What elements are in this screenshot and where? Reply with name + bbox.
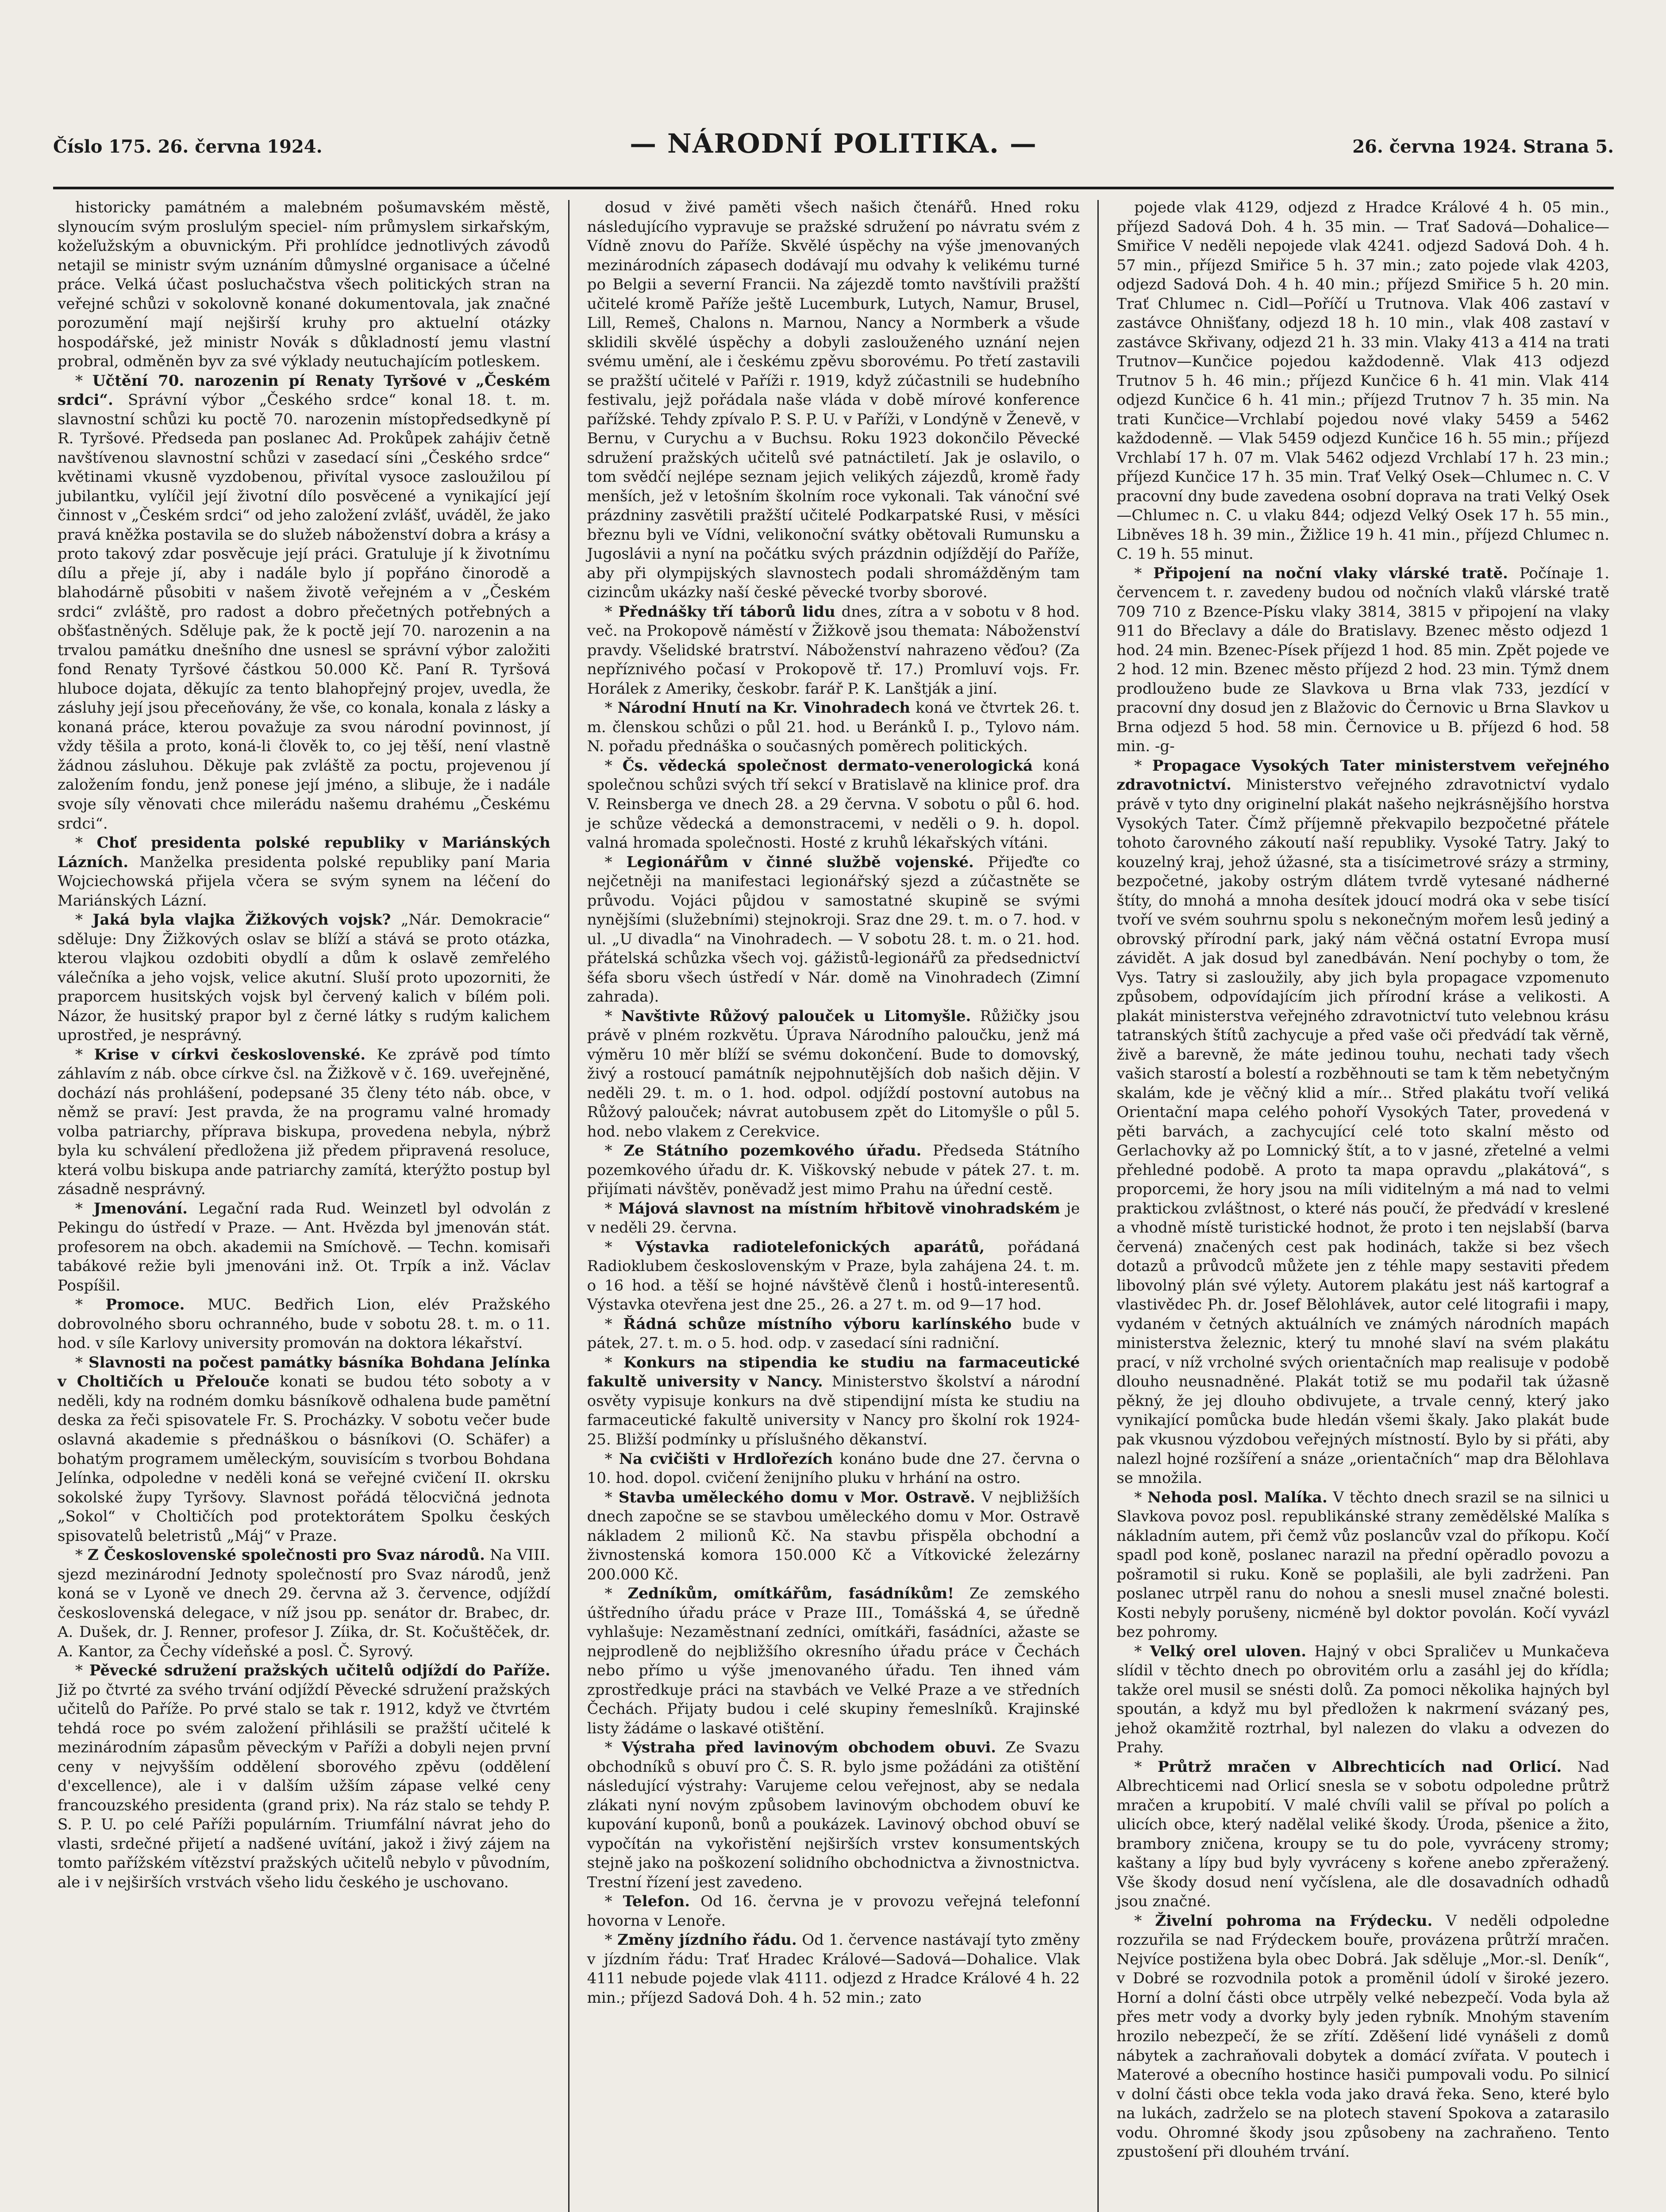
article-headline: Navštivte Růžový palouček u Litomyšle. [621, 1007, 971, 1025]
article-paragraph: * Krise v církvi československé. Ke zprávě pod tímto záhlavím z náb. obce církve čsl. na Žižkově v č. 169. uveřejněné, dochází nás prohlášení, podepsané 35 členy této náb. obce, v němž se praví: Jest pravda, že na programu valné hromady volba patriarchy, příprava biskupa, provedena nebyla, nýbrž byla ku schválení předložena již předem připravená resoluce, která volbu biskupa ande patriarchy zamítá, kterýžto postup byl zásadně nesprávný. [58, 1045, 550, 1198]
article-body: dosud v živé paměti všech našich čtenářů. Hned roku následujícího vypravuje se pražské sdružení po návratu svém z Vídně znovu do Paříže. Skvělé úspěchy na výše jmenovaných mezinárodních zápasech dodávají mu odvahy k velikému turné po Belgii a severní Francii. Na zájezdě tomto navštívili pražští učitelé kromě Paříže ještě Lucemburk, Lutych, Namur, Brusel, Lill, Remeš, Chalons n. Marnou, Nancy a Normberk a všude sklidili skvělé úspěchy a dobyli zaslouženého uznání nejen svému umění, ale i českému zpěvu sborovému. Po třetí zastavili se pražští učitelé v Paříži r. 1919, když zúčastnili se hudebního festivalu, jejž pořádala naše vláda v době mírové konference pařížské. Tehdy zpívalo P. S. P. U. v Paříži, v Londýně v Ženevě, v Bernu, v Curychu a v Buchsu. Roku 1923 dokončilo Pěvecké sdružení pražských učitelů své patnáctiletí. Jak je oslavilo, o tom svědčí nejlépe seznam jejich velikých zájezdů, kromě řady menších, jež v letošním školním roce vykonali. Tak vánoční své prázdniny zasvětili pražští učitelé Podkarpatské Rusi, v měsíci březnu byli ve Vídni, velikonoční svátky obětovali Rumunsku a Jugoslávii a nyní na počátku svých prázdnin odjíždějí do Paříže, aby při olympijských slavnostech podali shromážděným tam cizincům ukázky naší české pěvecké tvorby sborové. [587, 199, 1080, 602]
article-body: Nad Albrechticemi nad Orlicí snesla se v sobotu odpoledne průtrž mračen a krupobití. V malé chvíli valil se příval po polích a ulicích obce, který nadělal veliké škody. Úroda, pšenice a žito, brambory zničena, kroupy se tu do pole, vyvráceny stromy; kaštany a lípy bud byly vyvráceny s kořene anebo zpřeražený. Vše škody dosud není vyčíslena, ale dle dosavadních odhadů jsou značné. [1116, 1758, 1610, 1911]
article-body: Od 1. července nastávají tyto změny v jízdním řádu: Trať Hradec Králové—Sadová—Dohalice. Vlak 4111 nebude pojede vlak 4111. odjezd z Hradce Králové 4 h. 22 min.; příjezd Sadová Doh. 4 h. 52 min.; zato [587, 1931, 1080, 2007]
article-headline: Na cvičišti v Hrdlořezích [619, 1450, 833, 1468]
article-headline: Krise v církvi československé. [94, 1045, 366, 1064]
column-2 [583, 196, 1085, 2212]
article-headline: Promoce. [105, 1296, 185, 1314]
article-headline: Řádná schůze místního výboru karlínského [623, 1315, 1012, 1333]
article-columns [53, 196, 1614, 2212]
article-body: konati se budou této soboty a v neděli, kdy na rodném domku básníkově odhalena bude pamětní deska za řeči spisovatele Fr. S. Procházky. V sobotu večer bude oslavná akademie s přednáškou o básníkovi (O. Schäfer) a bohatým programem uměleckým, souvisícím s tvorbou Bohdana Jelínka, odpoledne v neděli koná se veřejné cvičení II. okrsku sokolské župy Tyršovy. Slavnost pořádá tělocvičná jednota „Sokol“ v Choltičích pod protektorátem Spolku českých spisovatelů beletristů „Máj“ v Praze. [58, 1373, 550, 1545]
article-paragraph: * Učtění 70. narozenin pí Renaty Tyršové v „Českém srdci“. Správní výbor „Českého srdce“ konal 18. t. m. slavnostní schůzi ku poctě 70. narozenin místopředsedkyně pí R. Tyršové. Předseda pan poslanec Ad. Prokůpek zahájiv četně navštívenou slavnostní schůzi v zasedací síni „Českého srdce“ květinami vkusně vyzdobenou, přivítal vysoce zasloužilou pí jubilantku, vylíčil její životní dílo posvěcené a vynikající její činnost v „Českém srdci“ od jeho založení zvlášť, uváděl, že jako pravá kněžka postavila se do služeb náboženství dobra a krásy a proto takový zdar posvěcuje její práci. Gratuluje jí k životnímu dílu a přeje jí, aby i nadále bylo jí popřáno činorodě a blahodárně působiti v našem životě veřejném a v „Českém srdci“ zvláště, pro radost a dobro přečetných potřebných a obšťastněných. Sděluje pak, že k poctě její 70. narozenin a na trvalou památku dnešního dne usnesl se správní výbor založiti fond Renaty Tyršové částkou 50.000 Kč. Paní R. Tyršová hluboce dojata, děkujíc za tento blahopřejný projev, uvedla, že zásluhy její jsou přeceňovány, že vše, co konala, konala z lásky a konaná práce, kterou považuje za svou národní povinnost, jí vždy těšila a proto, koná-li člověk to, co jej těší, není vlastně žádnou zásluhou. Děkuje pak zvláště za poctu, projevenou jí založením fondu, jenž ponese její jméno, a slibuje, že i nadále svoje síly věnovati chce milerádu našemu drahému „Českému srdci“. [58, 372, 550, 833]
article-paragraph: * Nehoda posl. Malíka. V těchto dnech srazil se na silnici u Slavkova povoz posl. republikánské strany zemědělské Malíka s nákladním autem, při čemž vůz poslancův vzal do příkopu. Kočí spadl pod koně, poslanec narazil na přední opěradlo povozu a pošramotil si ruku. Koně se poplašili, ale byli zadrženi. Pan poslanec utrpěl ranu do nohou a snesli musel značné bolesti. Kosti nebyly porušeny, nicméně byl doktor povolán. Kočí vyvázl bez pohromy. [1116, 1488, 1610, 1641]
page-header [53, 27, 1614, 181]
article-paragraph: * Ze Státního pozemkového úřadu. Předseda Státního pozemkového úřadu dr. K. Viškovský nebude v pátek 27. t. m. přijímati návštěv, poněvadž jest mimo Prahu na úřední cestě. [587, 1142, 1080, 1198]
article-headline: Jaká byla vlajka Žižkových vojsk? [92, 911, 391, 929]
article-headline: Průtrž mračen v Albrechticích nad Orlicí. [1158, 1758, 1562, 1776]
article-body: Ministerstvo školství a národní osvěty vypisuje konkurs na dvě stipendijní místa ke studiu na farmaceutické fakultě university v Nancy pro školní rok 1924-25. Bližší podmínky u příslušného děkanství. [587, 1373, 1080, 1448]
article-paragraph: * Promoce. MUC. Bedřich Lion, elév Pražského dobrovolného sboru ochranného, bude v sobotu 28. t. m. o 11. hod. v síle Karlovy university promován na doktora lékařství. [58, 1296, 550, 1352]
article-paragraph: * Legionářům v činné službě vojenské. Přijeďte co nejčetněji na manifestaci legionářský sjezd a zúčastněte se průvodu. Vojáci půjdou v samostatné skupině se svými nynějšími (služebními) stejnokroji. Sraz dne 29. t. m. o 7. hod. v ul. „U divadla“ na Vinohradech. — V sobotu 28. t. m. o 21. hod. přátelská schůzka všech voj. gážistů-legionářů za předsednictví šéfa sboru všech ústředí v Nár. domě na Vinohradech (Zimní zahrada). [587, 853, 1080, 1006]
article-headline: Z Československé společnosti pro Svaz národů. [88, 1546, 485, 1564]
article-body: pojede vlak 4129, odjezd z Hradce Králové 4 h. 05 min., příjezd Sadová Doh. 4 h. 35 min. — Trať Sadová—Dohalice—Smiřice V neděli nepojede vlak 4241. odjezd Sadová Doh. 4 h. 57 min., příjezd Smiřice 5 h. 37 min.; zato pojede vlak 4203, odjezd Sadová Doh. 4 h. 40 min.; příjezd Smiřice 5 h. 20 min. Trať Chlumec n. Cidl—Poříčí u Trutnova. Vlak 406 zastaví v zastávce Ohnišťany, odjezd 18 h. 10 min., vlak 408 zastaví v zastávce Skřivany, odjezd 21 h. 33 min. Vlaky 413 a 414 na trati Trutnov—Kunčice pojedou každodenně. Vlak 413 odjezd Trutnov 5 h. 46 min.; příjezd Kunčice 6 h. 41 min. Vlak 414 odjezd Kunčice 6 h. 41 min.; příjezd Trutnov 7 h. 35 min. Na trati Kunčice—Vrchlabí pojedou nové vlaky 5459 a 5462 každodenně. — Vlak 5459 odjezd Kunčice 16 h. 55 min.; příjezd Vrchlabí 17 h. 07 m. Vlak 5462 odjezd Vrchlabí 17 h. 23 min.; příjezd Kunčice 17 h. 35 min. Trať Velký Osek—Chlumec n. C. V pracovní dny bude zavedena osobní doprava na trati Velký Osek—Chlumec n. C. u vlaku 844; odjezd Velký Osek 17 h. 55 min., Libněves 18 h. 39 min., Žižlice 19 h. 41 min., příjezd Chlumec n. C. 19 h. 55 minut. [1116, 199, 1610, 563]
article-paragraph: * Slavnosti na počest památky básníka Bohdana Jelínka v Choltičích u Přelouče konati se budou této soboty a v neděli, kdy na rodném domku básníkově odhalena bude pamětní deska za řeči spisovatele Fr. S. Procházky. V sobotu večer bude oslavná akademie s přednáškou o básníkovi (O. Schäfer) a bohatým programem uměleckým, souvisícím s tvorbou Bohdana Jelínka, odpoledne v neděli koná se veřejné cvičení II. okrsku sokolské župy Tyršovy. Slavnost pořádá tělocvičná jednota „Sokol“ v Choltičích pod protektorátem Spolku českých spisovatelů beletristů „Máj“ v Praze. [58, 1353, 550, 1545]
article-headline: Májová slavnost na místním hřbitově vinohradském [618, 1199, 1060, 1217]
article-headline: Ze Státního pozemkového úřadu. [623, 1142, 922, 1160]
article-paragraph: * Připojení na noční vlaky vlárské tratě. Počínaje 1. červencem t. r. zavedeny budou od nočních vlaků vlárské tratě 709 710 z Bzence-Písku vlaky 3814, 3815 v připojení na vlaky 911 do Břeclavy a dále do Bratislavy. Bzenec město odjezd 1 hod. 24 min. Bzenec-Písek příjezd 1 hod. 85 min. Zpět pojede ve 2 hod. 12 min. Bzenec město příjezd 2 hod. 23 min. Týmž dnem prodlouženo bude ze Slavkova u Brna vlak 733, jezdící v pracovní dny dosud jen z Blažovic do Černovic u Brna Slavkov u Brna odjezd 5 hod. 58 min. Černovice u B. příjezd 6 hod. 58 min. -g- [1116, 564, 1610, 756]
date-page-info: 26. června 1924. Strana 5. [1352, 136, 1614, 157]
article-paragraph: * Navštivte Růžový palouček u Litomyšle. Růžičky jsou právě v plném rozkvětu. Úprava Národního paloučku, jenž má výměru 10 měr blíží se svému dokončení. Bude to domovský, živý a rostoucí památník nejpohnutějších dob našich dějin. V neděli 29. t. m. o 1. hod. odpol. odjíždí postovní autobus na Růžový palouček; návrat autobusem zpět do Litomyšle o půl 5. hod. nebo vlakem z Cerekvice. [587, 1007, 1080, 1141]
article-headline: Nehoda posl. Malíka. [1147, 1488, 1327, 1506]
article-body: Hajný v obci Spraličev u Munkačeva slídil v těchto dnech po obrovitém orlu a zasáhl jej do křídla; takže orel musil se snésti dolů. Za pomoci několika hajných byl spoután, a když mu byl předložen k nakrmení svázaný pes, jehož okamžitě roztrhal, byl nalezen do vlaku a odvezen do Prahy. [1116, 1642, 1610, 1757]
article-paragraph: * Živelní pohroma na Frýdecku. V neděli odpoledne rozzuřila se nad Frýdeckem bouře, provázena průtrží mračen. Nejvíce postižena byla obec Dobrá. Jak sděluje „Mor.-sl. Deník“, v Dobré se rozvodnila potok a proměnil údolí v široké jezero. Horní a dolní části obce utrpěly velké nebezpečí. Voda byla až přes metr vody a dvorky byly jeden rybník. Mnohým stavením hrozilo nebezpečí, že se zřítí. Zděšení lidé vynášeli z domů nábytek a zachraňovali dobytek a domácí zvířata. V poutech i Materové a obecního hostince hasiči pumpovali vodu. Po silnicí v dolní části obce tekla voda jako dravá řeka. Seno, které bylo na lukách, zadrželo se na plotech stavení Spokova a zatarasilo vodu. Ohromné škody jsou způsobeny na zachraňeno. Tento zpustošení při dlouhém trvání. [1116, 1912, 1610, 2161]
article-paragraph: * Choť presidenta polské republiky v Mariánských Lázních. Manželka presidenta polské republiky paní Maria Wojciechowská přijela včera se svým synem na léčení do Mariánských Lázní. [58, 834, 550, 910]
article-headline: Výstavka radiotelefonických aparátů, [635, 1238, 985, 1256]
article-headline: Přednášky tří táborů lidu [618, 603, 835, 621]
article-headline: Připojení na noční vlaky vlárské tratě. [1153, 564, 1508, 582]
article-paragraph [1116, 198, 1609, 564]
article-body: „Nár. Demokracie“ sděluje: Dny Žižkových oslav se blíží a stává se proto otázka, kterou vlajkou ozdobiti obydlí a dům k oslavě zemřelého válečníka a jeho vojsk, velice akutní. Sluší proto upozorniti, že praporcem husitských vojsk byl červený kalich v bílém poli. Názor, že husitský prapor byl z černé látky s rudým kalichem uprostřed, je nesprávný. [58, 911, 550, 1045]
article-paragraph: * Telefon. Od 16. června je v provozu veřejná telefonní hovorna v Lenoře. [587, 1893, 1080, 1930]
article-body: Správní výbor „Českého srdce“ konal 18. t. m. slavnostní schůzi ku poctě 70. narozenin místopředsedkyně pí R. Tyršové. Předseda pan poslanec Ad. Prokůpek zahájiv četně navštívenou slavnostní schůzi v zasedací síni „Českého srdce“ květinami vkusně vyzdobenou, přivítal vysoce zasloužilou pí jubilantku, vylíčil její životní dílo posvěcené a vynikající její činnost v „Českém srdci“ od jeho založení zvlášť, uváděl, že jako pravá kněžka postavila se do služeb náboženství dobra a krásy a proto takový zdar posvěcuje její práci. Gratuluje jí k životnímu dílu a přeje jí, aby i nadále bylo jí popřáno činorodě a blahodárně působiti v našem životě veřejném a v „Českém srdci“ zvláště, pro radost a dobro přečetných potřebných a obšťastněných. Sděluje pak, že k poctě její 70. narozenin a na trvalou památku dnešního dne usnesl se správní výbor založiti fond Renaty Tyršové částkou 50.000 Kč. Paní R. Tyršová hluboce dojata, děkujíc za tento blahopřejný projev, uvedla, že zásluhy její jsou přeceňovány, že vše, co konala, konala z lásky a konaná práce, kterou považuje za svou národní povinnost, jí vždy těšila a proto, koná-li člověk to, co jej těší, není vlastně žádnou zásluhou. Děkuje pak zvláště za poctu, projevenou jí založením fondu, jenž ponese její jméno, a slibuje, že i nadále svoje síly věnovati chce milerádu našemu drahému „Českému srdci“. [58, 391, 550, 833]
article-paragraph: * Výstavka radiotelefonických aparátů, pořádaná Radioklubem československým v Praze, byla zahájena 24. t. m. o 16 hod. a těší se hojné návštěvě členů i hostů-interesentů. Výstavka otevřena jest dne 25., 26. a 27 t. m. od 9—17 hod. [587, 1238, 1080, 1314]
article-body: Předseda Státního pozemkového úřadu dr. K. Viškovský nebude v pátek 27. t. m. přijímati návštěv, poněvadž jest mimo Prahu na úřední cestě. [587, 1142, 1080, 1198]
article-paragraph: * Řádná schůze místního výboru karlínského bude v pátek, 27. t. m. o 5. hod. odp. v zasedací síni radniční. [587, 1315, 1080, 1352]
article-paragraph: * Velký orel uloven. Hajný v obci Spraličev u Munkačeva slídil v těchto dnech po obrovitém orlu a zasáhl jej do křídla; takže orel musil se snésti dolů. Za pomoci několika hajných byl spoután, a když mu byl předložen k nakrmení svázaný pes, jehož okamžitě roztrhal, byl nalezen do vlaku a odvezen do Prahy. [1116, 1642, 1610, 1757]
article-paragraph: * Čs. vědecká společnost dermato-venerologická koná společnou schůzi svých tří sekcí v Bratislavě na klinice prof. dra V. Reinsberga ve dnech 28. a 29 června. V sobotu o půl 6. hod. je schůze vědecká a demonstracemi, v neděli o 9. h. dopol. valná hromada společnosti. Hosté z kruhů lékařských vítáni. [587, 757, 1080, 852]
article-paragraph [58, 198, 550, 372]
article-headline: Učtění 70. narozenin pí Renaty Tyršové v „Českém srdci“. [58, 372, 550, 409]
article-headline: Propagace Vysokých Tater ministerstvem veřejného zdravotnictví. [1116, 757, 1610, 794]
article-headline: Stavba uměleckého domu v Mor. Ostravě. [618, 1488, 975, 1506]
masthead-title: — NÁRODNÍ POLITIKA. — [630, 128, 1037, 159]
article-body: bude v pátek, 27. t. m. o 5. hod. odp. v zasedací síni radniční. [587, 1315, 1080, 1352]
article-body: koná ve čtvrtek 26. t. m. členskou schůzi o půl 21. hod. u Beránků I. p., Tylovo nám. N. pořadu přednáška o současných poměrech politických. [587, 699, 1080, 756]
article-headline: Výstraha před lavinovým obchodem obuvi. [622, 1739, 996, 1757]
article-headline: Pěvecké sdružení pražských učitelů odjíždí do Paříže. [89, 1662, 550, 1680]
article-headline: Národní Hnutí na Kr. Vinohradech [617, 699, 911, 717]
article-body: MUC. Bedřich Lion, elév Pražského dobrovolného sboru ochranného, bude v sobotu 28. t. m. o 11. hod. v síle Karlovy university promován na doktora lékařství. [58, 1296, 550, 1352]
column-1 [53, 196, 555, 2212]
article-headline: Konkurs na stipendia ke studiu na farmaceutické fakultě university v Nancy. [587, 1353, 1080, 1391]
article-paragraph: * Konkurs na stipendia ke studiu na farmaceutické fakultě university v Nancy. Ministerstvo školství a národní osvěty vypisuje konkurs na dvě stipendijní místa ke studiu na farmaceutické fakultě university v Nancy pro školní rok 1924-25. Bližší podmínky u příslušného děkanství. [587, 1353, 1080, 1448]
article-paragraph: * Změny jízdního řádu. Od 1. července nastávají tyto změny v jízdním řádu: Trať Hradec Králové—Sadová—Dohalice. Vlak 4111 nebude pojede vlak 4111. odjezd z Hradce Králové 4 h. 22 min.; příjezd Sadová Doh. 4 h. 52 min.; zato [587, 1931, 1080, 2007]
article-body: V neděli odpoledne rozzuřila se nad Frýdeckem bouře, provázena průtrží mračen. Nejvíce postižena byla obec Dobrá. Jak sděluje „Mor.-sl. Deník“, v Dobré se rozvodnila potok a proměnil údolí v široké jezero. Horní a dolní části obce utrpěly velké nebezpečí. Voda byla až přes metr vody a dvorky byly jeden rybník. Mnohým stavením hrozilo nebezpečí, že se zřítí. Zděšení lidé vynášeli z domů nábytek a zachraňovali dobytek a domácí zvířata. V poutech i Materové a obecního hostince hasiči pumpovali vodu. Po silnicí v dolní části obce tekla voda jako dravá řeka. Seno, které bylo na lukách, zadrželo se na plotech stavení Spokova a zatarasilo vodu. Ohromné škody jsou způsobeny na zachraňeno. Tento zpustošení při dlouhém trvání. [1116, 1912, 1610, 2161]
article-headline: Zedníkům, omítkářům, fasádníkům! [627, 1585, 954, 1603]
article-body: V nejbližších dnech započne se se stavbou uměleckého domu v Mor. Ostravě nákladem 2 milionů Kč. Na stavbu přispěla obchodní a živnostenská komora 150.000 Kč a Vítkovické železárny 200.000 Kč. [587, 1488, 1080, 1583]
article-headline: Telefon. [623, 1893, 690, 1911]
article-body: pořádaná Radioklubem československým v Praze, byla zahájena 24. t. m. o 16 hod. a těší se hojné návštěvě členů i hostů-interesentů. Výstavka otevřena jest dne 25., 26. a 27 t. m. od 9—17 hod. [587, 1238, 1080, 1314]
article-headline: Velký orel uloven. [1150, 1642, 1307, 1660]
article-body: Již po čtvrté za svého trvání odjíždí Pěvecké sdružení pražských učitelů do Paříže. Po prvé stalo se tak r. 1912, když ve čtvrtém tehdá roce po svém založení přihlásili se pražští učitelé k mezinárodním zápasům pěveckým v Paříži a dobyli nejen první ceny v nejvyšším oddělení sborového zpěvu (oddělení d'excellence), ale i v dalším užším zápase velké ceny francouzského presidenta (grand prix). Na ráz stalo se tehdy P. S. P. U. po celé Paříži populárním. Triumfální návrat jeho do vlasti, srdečné přijetí a nadšené uvítání, jakož i živý zájem na tomto pařížském vítězství pražských učitelů nebylo v původním, ale i v nejširších vrstvách všeho lidu českého je uschovano. [58, 1681, 550, 1891]
article-paragraph: * Májová slavnost na místním hřbitově vinohradském je v neděli 29. června. [587, 1199, 1080, 1237]
article-paragraph: * Stavba uměleckého domu v Mor. Ostravě. V nejbližších dnech započne se se stavbou uměleckého domu v Mor. Ostravě nákladem 2 milionů Kč. Na stavbu přispěla obchodní a živnostenská komora 150.000 Kč a Vítkovické železárny 200.000 Kč. [587, 1488, 1080, 1583]
article-paragraph: * Jaká byla vlajka Žižkových vojsk? „Nár. Demokracie“ sděluje: Dny Žižkových oslav se blíží a stává se proto otázka, kterou vlajkou ozdobiti obydlí a dům k oslavě zemřelého válečníka a jeho vojsk, velice akutní. Sluší proto upozorniti, že praporcem husitských vojsk byl červený kalich v bílém poli. Názor, že husitský prapor byl z černé látky s rudým kalichem uprostřed, je nesprávný. [58, 911, 550, 1045]
article-headline: Jmenování. [93, 1199, 188, 1217]
article-body: Ke zprávě pod tímto záhlavím z náb. obce církve čsl. na Žižkově v č. 169. uveřejněné, dochází nás prohlášení, podepsané 35 členy této náb. obce, v němž se praví: Jest pravda, že na programu valné hromady volba patriarchy, příprava biskupa, provedena nebyla, nýbrž byla ku schválení předložena již předem připravená resoluce, která volbu biskupa ande patriarchy zamítá, kterýžto postup byl zásadně nesprávný. [58, 1045, 550, 1198]
article-body: Na VIII. sjezd mezinárodní Jednoty společností pro Svaz národů, jenž koná se v Lyoně ve dnech 29. června až 3. července, odjíždí československá delegace, v níž jsou pp. senátor dr. Brabec, dr. A. Dušek, dr. J. Renner, profesor J. Zíika, dr. St. Kočuštěček, dr. A. Kantor, za Čechy vídeňské a posl. Č. Syrový. [58, 1546, 550, 1660]
article-body: Legační rada Rud. Weinzetl byl odvolán z Pekingu do ústředí v Praze. — Ant. Hvězda byl jmenován stát. profesorem na obch. akademii na Smíchově. — Techn. komisaři tabákové režie byli jmenováni inž. Ot. Trpík a inž. Václav Pospíšil. [58, 1199, 550, 1294]
article-body: Ze zemského úštředního úřadu práce v Praze III., Tomášská 4, se úředně vyhlašuje: Nezaměstnaní zedníci, omítkáři, fasádníci, ažaste se nejprodleně do nejbližšího okresního úřadu práce v Čechách nebo přímo u výše jmenovaného úřadu. Ten ihned vám zprostředkuje práci na stavbách ve Velké Praze a ve středních Čechách. Přijaty budou i celé skupiny řemeslníků. Krajinské listy žádáme o laskavé otištění. [587, 1585, 1080, 1737]
article-body: Ministerstvo veřejného zdravotnictví vydalo právě v tyto dny originelní plakát našeho nejkrásnějšího horstva Vysokých Tater. Čímž příjemně překvapilo bezpočetné přátele tohoto čarovného zákoutí naší republiky. Vysoké Tatry. Jaký to kouzelný kraj, jehož úžasné, sta a tisícimetrové srázy a strminy, bezpočetné, jakoby ostrým dlátem tvrdě vytesané nádherné štíty, do mnohá a mnoha desítek jdoucí modrá oka v sebe tisící tvoří ve svém souhrnu spolu s nekonečným mořem lesů jediný a obrovský přírodní park, jaký nám věčná ostatní Evropa musí závidět. A jak dosud byl zanedbáván. Není pochyby o tom, že Vys. Tatry si zasloužily, aby jich byla propagace vzpomenuto způsobem, odpovídajícím jich přírodní kráse a velikosti. A plakát ministerstva veřejného zdravotnictví tuto velebnou krásu tatranských štítů zachycuje a před vaše oči předvádí tak věrně, živě a barevně, že máte jedinou touhu, nechati tady všech vašich starostí a bolestí a rozběhnouti se tam k těm nebetyčným skalám, kde je věčný klid a mír... Střed plakátu tvoří veliká Orientační mapa celého pohoří Vysokých Tater, provedená v pěti barvách, a zachycující celé toto skalní město od Gerlachovky až po Lomnický štít, a to v jasné, zřetelné a velmi přehledné podobě. A proto ta mapa opravdu „plakátová“, s proporcemi, že hory jsou na míli viditelným a má nad to velmi praktickou zvláštnost, o které nás poučí, že předvádí v kreslené a vhodně místě turistické hodnot, že proto i ten nejslabší (barva červená) značených cest pak hodinách, takže si bez všech dotazů a průvodců můžete jen z téhle mapy sestaviti předem libovolný plán své výlety. Autorem plakátu jest náš kartograf a vlastivědec Ph. dr. Josef Bělohlávek, autor celé litografii i mapy, vydaném v četných aktuálních ve známých národních mapách ministerstva železnic, který tu mnohé slaví na svém plakátu prací, v níž vrcholné svých orientačních map realisuje v podobě dlouho neusnadněné. Plakát totiž se mu podařil tak úžasně pěkný, že jej dlouho obdivujete, a trvale cenný, který jako vynikající pomůcka bude hledán všemi škaly. Jako plakát bude pak vkusnou výzdobou veřejných místností. Bylo by si přáti, aby nalezl hojné rozšíření a snáze „orientačních“ map dra Bělohlava se množila. [1116, 776, 1610, 1487]
article-body: V těchto dnech srazil se na silnici u Slavkova povoz posl. republikánské strany zemědělské Malíka s nákladním autem, při čemž vůz poslancův vzal do příkopu. Kočí spadl pod koně, poslanec narazil na přední opěradlo povozu a pošramotil si ruku. Koně se poplašili, ale byli zadrženi. Pan poslanec utrpěl ranu do nohou a snesli musel značné bolesti. Kosti nebyly porušeny, nicméně byl doktor povolán. Kočí vyvázl bez pohromy. [1116, 1488, 1610, 1641]
article-body: historicky památném a malebném pošumavském městě, slynoucím svým proslulým speciel- ním průmyslem sirkařským, kožeľužským a obuvnickým. Při prohlídce jednotlivých závodů netajil se ministr svým uznáním důmyslné organisace a účelné práce. Velká účast posluchačstva všech politických stran na veřejné schůzi v sokolovně konané dokumentovala, jak značné porozumění mají nejširší kruhy pro aktuelní otázky hospodářské, jež ministr Novák s důkladností jemu vlastní probral, odměněn byv za své výklady neutuchajícím potleskem. [58, 199, 550, 371]
article-headline: Slavnosti na počest památky básníka Bohdana Jelínka v Choltičích u Přelouče [58, 1353, 550, 1391]
article-headline: Čs. vědecká společnost dermato-venerologická [622, 757, 1033, 775]
article-body: Od 16. června je v provozu veřejná telefonní hovorna v Lenoře. [587, 1893, 1080, 1930]
article-body: Růžičky jsou právě v plném rozkvětu. Úprava Národního paloučku, jenž má výměru 10 měr blíží se svému dokončení. Bude to domovský, živý a rostoucí památník nejpohnutějších dob našich dějin. V neděli 29. t. m. o 1. hod. odpol. odjíždí postovní autobus na Růžový palouček; návrat autobusem zpět do Litomyšle o půl 5. hod. nebo vlakem z Cerekvice. [587, 1007, 1080, 1141]
article-body: Manželka presidenta polské republiky paní Maria Wojciechowská přijela včera se svým synem na léčení do Mariánských Lázní. [58, 853, 550, 910]
article-paragraph: * Z Československé společnosti pro Svaz národů. Na VIII. sjezd mezinárodní Jednoty společností pro Svaz národů, jenž koná se v Lyoně ve dnech 29. června až 3. července, odjíždí československá delegace, v níž jsou pp. senátor dr. Brabec, dr. A. Dušek, dr. J. Renner, profesor J. Zíika, dr. St. Kočuštěček, dr. A. Kantor, za Čechy vídeňské a posl. Č. Syrový. [58, 1546, 550, 1660]
article-paragraph: * Výstraha před lavinovým obchodem obuvi. Ze Svazu obchodníků s obuví pro Č. S. R. bylo jsme požádáni za otištění následující výstrahy: Varujeme celou veřejnost, aby se nedala zlákati nyní novým způsobem lavinovým obchodem obuví ke kupování kuponů, bonů a poukázek. Lavinový obchod obuví se vypočítán na vykořistění nejširších vrstev konsumentských stejně jako na poškození solidního obchodnictva a živnostnictva. Trestní řízení jest zavedeno. [587, 1739, 1080, 1891]
column-divider [568, 200, 569, 2212]
article-paragraph: * Přednášky tří táborů lidu dnes, zítra a v sobotu v 8 hod. več. na Prokopově náměstí v Žižkově jsou themata: Náboženství pravdy. Všelidské bratrství. Náboženství nahrazeno věďou? (Za nepříznivého počasí v Prokopově tř. 17.) Promluví vojs. Fr. Horálek z Ameriky, českobr. farář P. K. Lanštják a jiní. [587, 603, 1080, 698]
column-divider [1097, 200, 1099, 2212]
article-paragraph: * Na cvičišti v Hrdlořezích konáno bude dne 27. června o 10. hod. dopol. cvičení ženijního pluku v hrhání na ostro. [587, 1450, 1080, 1487]
article-paragraph [587, 198, 1080, 603]
article-paragraph: * Národní Hnutí na Kr. Vinohradech koná ve čtvrtek 26. t. m. členskou schůzi o půl 21. hod. u Beránků I. p., Tylovo nám. N. pořadu přednáška o současných poměrech politických. [587, 699, 1080, 756]
issue-info: Číslo 175. 26. června 1924. [53, 136, 323, 157]
article-body: je v neděli 29. června. [587, 1199, 1080, 1237]
article-headline: Choť presidenta polské republiky v Mariánských Lázních. [58, 834, 550, 871]
article-body: Přijeďte co nejčetněji na manifestaci legionářský sjezd a zúčastněte se průvodu. Vojáci půjdou v samostatné skupině se svými nynějšími (služebními) stejnokroji. Sraz dne 29. t. m. o 7. hod. v ul. „U divadla“ na Vinohradech. — V sobotu 28. t. m. o 21. hod. přátelská schůzka všech voj. gážistů-legionářů za předsednictví šéfa sboru všech ústředí v Nár. domě na Vinohradech (Zimní zahrada). [587, 853, 1080, 1006]
article-paragraph: * Jmenování. Legační rada Rud. Weinzetl byl odvolán z Pekingu do ústředí v Praze. — Ant. Hvězda byl jmenován stát. profesorem na obch. akademii na Smíchově. — Techn. komisaři tabákové režie byli jmenováni inž. Ot. Trpík a inž. Václav Pospíšil. [58, 1199, 550, 1294]
article-body: Ze Svazu obchodníků s obuví pro Č. S. R. bylo jsme požádáni za otištění následující výstrahy: Varujeme celou veřejnost, aby se nedala zlákati nyní novým způsobem lavinovým obchodem obuví ke kupování kuponů, bonů a poukázek. Lavinový obchod obuví se vypočítán na vykořistění nejširších vrstev konsumentských stejně jako na poškození solidního obchodnictva a živnostnictva. Trestní řízení jest zavedeno. [587, 1739, 1080, 1891]
article-headline: Živelní pohroma na Frýdecku. [1155, 1912, 1433, 1930]
header-rule [53, 187, 1614, 189]
article-body: dnes, zítra a v sobotu v 8 hod. več. na Prokopově náměstí v Žižkově jsou themata: Náboženství pravdy. Všelidské bratrství. Náboženství nahrazeno věďou? (Za nepříznivého počasí v Prokopově tř. 17.) Promluví vojs. Fr. Horálek z Ameriky, českobr. farář P. K. Lanštják a jiní. [587, 603, 1080, 698]
article-headline: Změny jízdního řádu. [617, 1931, 797, 1949]
column-3 [1112, 196, 1614, 2212]
article-body: koná společnou schůzi svých tří sekcí v Bratislavě na klinice prof. dra V. Reinsberga ve dnech 28. a 29 června. V sobotu o půl 6. hod. je schůze vědecká a demonstracemi, v neděli o 9. h. dopol. valná hromada společnosti. Hosté z kruhů lékařských vítáni. [587, 757, 1080, 852]
article-paragraph: * Průtrž mračen v Albrechticích nad Orlicí. Nad Albrechticemi nad Orlicí snesla se v sobotu odpoledne průtrž mračen a krupobití. V malé chvíli valil se příval po polích a ulicích obce, který nadělal veliké škody. Úroda, pšenice a žito, brambory zničena, kroupy se tu do pole, vyvráceny stromy; kaštany a lípy bud byly vyvráceny s kořene anebo zpřeražený. Vše škody dosud není vyčíslena, ale dle dosavadních odhadů jsou značné. [1116, 1758, 1610, 1911]
article-paragraph: * Zedníkům, omítkářům, fasádníkům! Ze zemského úštředního úřadu práce v Praze III., Tomášská 4, se úředně vyhlašuje: Nezaměstnaní zedníci, omítkáři, fasádníci, ažaste se nejprodleně do nejbližšího okresního úřadu práce v Čechách nebo přímo u výše jmenovaného úřadu. Ten ihned vám zprostředkuje práci na stavbách ve Velké Praze a ve středních Čechách. Přijaty budou i celé skupiny řemeslníků. Krajinské listy žádáme o laskavé otištění. [587, 1585, 1080, 1737]
article-paragraph: * Pěvecké sdružení pražských učitelů odjíždí do Paříže. Již po čtvrté za svého trvání odjíždí Pěvecké sdružení pražských učitelů do Paříže. Po prvé stalo se tak r. 1912, když ve čtvrtém tehdá roce po svém založení přihlásili se pražští učitelé k mezinárodním zápasům pěveckým v Paříži a dobyli nejen první ceny v nejvyšším oddělení sborového zpěvu (oddělení d'excellence), ale i v dalším užším zápase velké ceny francouzského presidenta (grand prix). Na ráz stalo se tehdy P. S. P. U. po celé Paříži populárním. Triumfální návrat jeho do vlasti, srdečné přijetí a nadšené uvítání, jakož i živý zájem na tomto pařížském vítězství pražských učitelů nebylo v původním, ale i v nejširších vrstvách všeho lidu českého je uschovano. [58, 1662, 550, 1891]
article-headline: Legionářům v činné službě vojenské. [626, 853, 974, 871]
article-body: konáno bude dne 27. června o 10. hod. dopol. cvičení ženijního pluku v hrhání na ostro. [587, 1450, 1080, 1487]
article-paragraph: * Propagace Vysokých Tater ministerstvem veřejného zdravotnictví. Ministerstvo veřejného zdravotnictví vydalo právě v tyto dny originelní plakát našeho nejkrásnějšího horstva Vysokých Tater. Čímž příjemně překvapilo bezpočetné přátele tohoto čarovného zákoutí naší republiky. Vysoké Tatry. Jaký to kouzelný kraj, jehož úžasné, sta a tisícimetrové srázy a strminy, bezpočetné, jakoby ostrým dlátem tvrdě vytesané nádherné štíty, do mnohá a mnoha desítek jdoucí modrá oka v sebe tisící tvoří ve svém souhrnu spolu s nekonečným mořem lesů jediný a obrovský přírodní park, jaký nám věčná ostatní Evropa musí závidět. A jak dosud byl zanedbáván. Není pochyby o tom, že Vys. Tatry si zasloužily, aby jich byla propagace vzpomenuto způsobem, odpovídajícím jich přírodní kráse a velikosti. A plakát ministerstva veřejného zdravotnictví tuto velebnou krásu tatranských štítů zachycuje a před vaše oči předvádí tak věrně, živě a barevně, že máte jedinou touhu, nechati tady všech vašich starostí a bolestí a rozběhnouti se tam k těm nebetyčným skalám, kde je věčný klid a mír... Střed plakátu tvoří veliká Orientační mapa celého pohoří Vysokých Tater, provedená v pěti barvách, a zachycující celé toto skalní město od Gerlachovky až po Lomnický štít, a to v jasné, zřetelné a velmi přehledné podobě. A proto ta mapa opravdu „plakátová“, s proporcemi, že hory jsou na míli viditelným a má nad to velmi praktickou zvláštnost, o které nás poučí, že předvádí v kreslené a vhodně místě turistické hodnot, že proto i ten nejslabší (barva červená) značených cest pak hodinách, takže si bez všech dotazů a průvodců můžete jen z téhle mapy sestaviti předem libovolný plán své výlety. Autorem plakátu jest náš kartograf a vlastivědec Ph. dr. Josef Bělohlávek, autor celé litografii i mapy, vydaném v četných aktuálních ve známých národních mapách ministerstva železnic, který tu mnohé slaví na svém plakátu prací, v níž vrcholné svých orientačních map realisuje v podobě dlouho neusnadněné. Plakát totiž se mu podařil tak úžasně pěkný, že jej dlouho obdivujete, a trvale cenný, který jako vynikající pomůcka bude hledán všemi škaly. Jako plakát bude pak vkusnou výzdobou veřejných místností. Bylo by si přáti, aby nalezl hojné rozšíření a snáze „orientačních“ map dra Bělohlava se množila. [1116, 757, 1610, 1487]
article-body: Počínaje 1. červencem t. r. zavedeny budou od nočních vlaků vlárské tratě 709 710 z Bzence-Písku vlaky 3814, 3815 v připojení na vlaky 911 do Břeclavy a dále do Bratislavy. Bzenec město odjezd 1 hod. 24 min. Bzenec-Písek příjezd 1 hod. 85 min. Zpět pojede ve 2 hod. 12 min. Bzenec město příjezd 2 hod. 23 min. Týmž dnem prodlouženo bude ze Slavkova u Brna vlak 733, jezdící v pracovní dny dosud jen z Blažovic do Černovic u Brna Slavkov u Brna odjezd 5 hod. 58 min. Černovice u B. příjezd 6 hod. 58 min. -g- [1116, 564, 1610, 756]
